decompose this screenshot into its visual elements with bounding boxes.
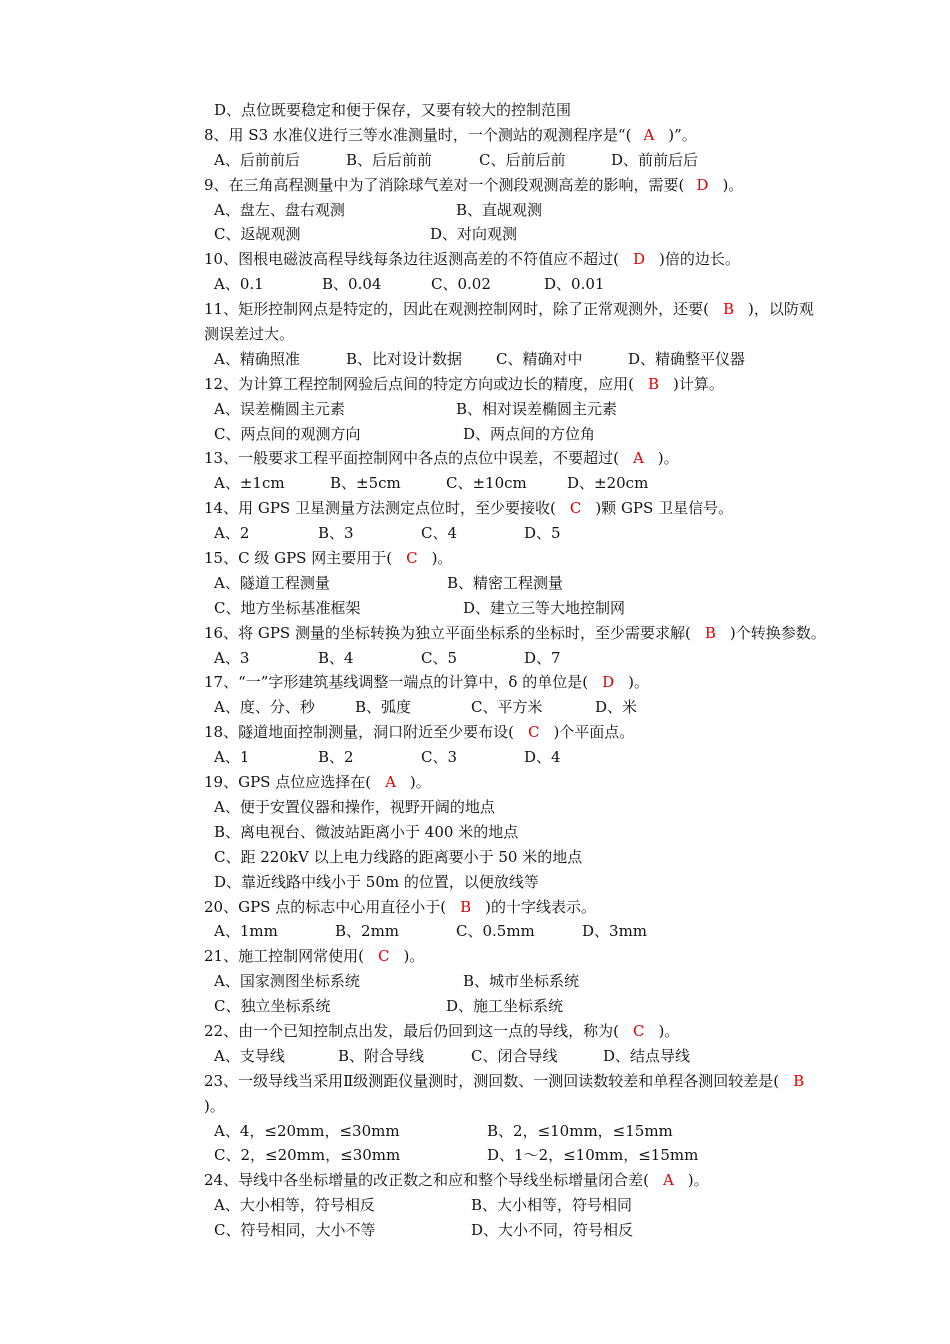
option-b: B、2，≤10mm，≤15mm bbox=[487, 1121, 673, 1140]
option-c: C、地方坐标基准框架 bbox=[214, 598, 361, 617]
options-line bbox=[0, 198, 950, 223]
options-line bbox=[0, 397, 950, 422]
option-d: D、对向观测 bbox=[430, 225, 518, 244]
options-line bbox=[0, 1143, 950, 1168]
option-b: B、0.04 bbox=[322, 275, 382, 294]
option-c: C、2，≤20mm，≤30mm bbox=[214, 1146, 401, 1165]
continuation-line bbox=[0, 322, 950, 347]
option-b: B、附合导线 bbox=[338, 1046, 425, 1065]
option-a: A、大小相等，符号相反 bbox=[214, 1196, 375, 1215]
options-line bbox=[0, 1119, 950, 1144]
option-d: D、1～2，≤10mm，≤15mm bbox=[487, 1146, 699, 1165]
option-b: B、大小相等，符号相同 bbox=[471, 1196, 633, 1215]
question-text: 15、C 级 GPS 网主要用于( C )。 bbox=[204, 549, 453, 568]
question-18 bbox=[0, 720, 950, 745]
options-line bbox=[0, 845, 950, 870]
options-line bbox=[0, 820, 950, 845]
option-b: B、精密工程测量 bbox=[447, 573, 564, 592]
answer-mark: C bbox=[527, 723, 540, 742]
option-c: C、0.5mm bbox=[456, 922, 535, 941]
option-a: A、误差椭圆主元素 bbox=[214, 399, 345, 418]
option-d: D、4 bbox=[524, 748, 561, 767]
options-line bbox=[0, 870, 950, 895]
question-12 bbox=[0, 372, 950, 397]
option-line bbox=[0, 98, 950, 123]
option-d: D、精确整平仪器 bbox=[628, 349, 746, 368]
answer-mark: D bbox=[602, 673, 615, 692]
answer-mark: C bbox=[632, 1021, 645, 1040]
option-a: A、4，≤20mm，≤30mm bbox=[214, 1121, 400, 1140]
option-c: C、两点间的观测方向 bbox=[214, 424, 361, 443]
option-b: B、2mm bbox=[335, 922, 400, 941]
options-line bbox=[0, 347, 950, 372]
option-c: C、返觇观测 bbox=[214, 225, 301, 244]
option-d: D、两点间的方位角 bbox=[463, 424, 596, 443]
question-23 bbox=[0, 1069, 950, 1094]
option-a: A、后前前后 bbox=[214, 150, 300, 169]
answer-mark: B bbox=[793, 1071, 805, 1090]
question-text: 9、在三角高程测量中为了消除球气差对一个测段观测高差的影响，需要( D )。 bbox=[204, 175, 744, 194]
question-13 bbox=[0, 446, 950, 471]
options-line bbox=[0, 1044, 950, 1069]
option-d: D、7 bbox=[524, 648, 561, 667]
option-b: B、直觇观测 bbox=[456, 200, 543, 219]
answer-mark: D bbox=[696, 175, 709, 194]
option-d: D、米 bbox=[595, 698, 638, 717]
question-8 bbox=[0, 123, 950, 148]
options-line bbox=[0, 919, 950, 944]
option-d: D、靠近线路中线小于 50m 的位置，以便放线等 bbox=[214, 872, 539, 891]
options-line bbox=[0, 571, 950, 596]
option-c: C、距 220kV 以上电力线路的距离要小于 50 米的地点 bbox=[214, 847, 583, 866]
question-text: 10、图根电磁波高程导线每条边往返测高差的不符值应不超过( D )倍的边长。 bbox=[204, 250, 740, 269]
question-text: 12、为计算工程控制网验后点间的特定方向或边长的精度，应用( B )计算。 bbox=[204, 374, 724, 393]
option-b: B、城市坐标系统 bbox=[463, 972, 580, 991]
option-b: B、弧度 bbox=[355, 698, 412, 717]
answer-mark: A bbox=[662, 1171, 674, 1190]
answer-mark: C bbox=[377, 947, 390, 966]
option-a: A、2 bbox=[214, 524, 250, 543]
question-21 bbox=[0, 944, 950, 969]
question-text: 17、“一”字形建筑基线调整一端点的计算中，δ 的单位是( D )。 bbox=[204, 673, 649, 692]
question-text: 22、由一个已知控制点出发，最后仍回到这一点的导线，称为( C )。 bbox=[204, 1021, 680, 1040]
option-b: B、离电视台、微波站距离小于 400 米的地点 bbox=[214, 822, 519, 841]
question-14 bbox=[0, 496, 950, 521]
question-text: 14、用 GPS 卫星测量方法测定点位时，至少要接收( C )颗 GPS 卫星信号。 bbox=[204, 499, 734, 518]
answer-mark: A bbox=[643, 125, 655, 144]
option-b: B、后后前前 bbox=[346, 150, 433, 169]
option-a: A、便于安置仪器和操作，视野开阔的地点 bbox=[214, 797, 495, 816]
option-c: C、3 bbox=[421, 748, 458, 767]
options-line bbox=[0, 994, 950, 1019]
option-d: D、3mm bbox=[582, 922, 648, 941]
option-c: C、精确对中 bbox=[496, 349, 583, 368]
option-c: C、符号相同，大小不等 bbox=[214, 1221, 376, 1240]
option-c: C、±10cm bbox=[446, 474, 527, 493]
question-continuation: 测误差过大。 bbox=[204, 325, 295, 344]
option-c: C、后前后前 bbox=[479, 150, 566, 169]
option-b: B、3 bbox=[318, 524, 354, 543]
question-20 bbox=[0, 895, 950, 920]
option-c: C、闭合导线 bbox=[471, 1046, 558, 1065]
option-c: C、0.02 bbox=[431, 275, 491, 294]
answer-mark: B bbox=[704, 623, 716, 642]
options-line bbox=[0, 745, 950, 770]
option-a: A、度、分、秒 bbox=[214, 698, 315, 717]
question-text: 8、用 S3 水准仪进行三等水准测量时，一个测站的观测程序是“( A )”。 bbox=[204, 125, 697, 144]
option-d: D、结点导线 bbox=[603, 1046, 691, 1065]
options-line bbox=[0, 272, 950, 297]
question-text: 24、导线中各坐标增量的改正数之和应和整个导线坐标增量闭合差( A )。 bbox=[204, 1171, 709, 1190]
option-a: A、1mm bbox=[214, 922, 278, 941]
options-line bbox=[0, 1218, 950, 1243]
question-text: 23、一级导线当采用Ⅱ级测距仪量测时，测回数、一测回读数较差和单程各测回较差是( B bbox=[204, 1071, 805, 1090]
option-c: C、4 bbox=[421, 524, 458, 543]
option-a: A、0.1 bbox=[214, 275, 264, 294]
option-c: C、独立坐标系统 bbox=[214, 997, 331, 1016]
option-d: D、0.01 bbox=[544, 275, 605, 294]
question-9 bbox=[0, 173, 950, 198]
question-22 bbox=[0, 1019, 950, 1044]
continuation-line bbox=[0, 1094, 950, 1119]
option-b: B、±5cm bbox=[330, 474, 401, 493]
question-text: 19、GPS 点位应选择在( A )。 bbox=[204, 773, 431, 792]
option-d: D、施工坐标系统 bbox=[446, 997, 564, 1016]
option-d: D、前前后后 bbox=[611, 150, 699, 169]
options-line bbox=[0, 521, 950, 546]
options-line bbox=[0, 148, 950, 173]
question-24 bbox=[0, 1168, 950, 1193]
options-line bbox=[0, 646, 950, 671]
option-d: D、大小不同，符号相反 bbox=[471, 1221, 634, 1240]
answer-mark: C bbox=[569, 499, 582, 518]
option-b: B、相对误差椭圆主元素 bbox=[456, 399, 618, 418]
answer-mark: B bbox=[647, 374, 659, 393]
document-page bbox=[0, 98, 950, 1243]
option-b: B、2 bbox=[318, 748, 354, 767]
question-text: 11、矩形控制网点是特定的，因此在观测控制网时，除了正常观测外，还要( B )，以防观 bbox=[204, 300, 814, 319]
question-17 bbox=[0, 670, 950, 695]
option-b: B、4 bbox=[318, 648, 354, 667]
answer-mark: A bbox=[385, 773, 396, 792]
options-line bbox=[0, 471, 950, 496]
question-text: 21、施工控制网常使用( C )。 bbox=[204, 947, 425, 966]
question-10 bbox=[0, 247, 950, 272]
option-a: A、盘左、盘右观测 bbox=[214, 200, 345, 219]
question-16 bbox=[0, 621, 950, 646]
question-text: 13、一般要求工程平面控制网中各点的点位中误差，不要超过( A )。 bbox=[204, 449, 679, 468]
option-a: A、精确照准 bbox=[214, 349, 300, 368]
question-19 bbox=[0, 770, 950, 795]
answer-mark: A bbox=[632, 449, 644, 468]
question-continuation: )。 bbox=[204, 1096, 225, 1115]
options-line bbox=[0, 1193, 950, 1218]
options-line bbox=[0, 795, 950, 820]
option-a: A、支导线 bbox=[214, 1046, 285, 1065]
option-d: D、±20cm bbox=[567, 474, 649, 493]
option-d: D、点位既要稳定和便于保存，又要有较大的控制范围 bbox=[214, 101, 572, 119]
options-line bbox=[0, 695, 950, 720]
option-d: D、5 bbox=[524, 524, 561, 543]
option-a: A、±1cm bbox=[214, 474, 285, 493]
option-a: A、3 bbox=[214, 648, 250, 667]
option-c: C、5 bbox=[421, 648, 458, 667]
option-a: A、国家测图坐标系统 bbox=[214, 972, 360, 991]
answer-mark: B bbox=[460, 897, 472, 916]
question-text: 20、GPS 点的标志中心用直径小于( B )的十字线表示。 bbox=[204, 897, 596, 916]
options-line bbox=[0, 422, 950, 447]
question-text: 18、隧道地面控制测量，洞口附近至少要布设( C )个平面点。 bbox=[204, 723, 635, 742]
option-a: A、1 bbox=[214, 748, 250, 767]
answer-mark: D bbox=[632, 250, 645, 269]
question-text: 16、将 GPS 测量的坐标转换为独立平面坐标系的坐标时，至少需要求解( B )个转换参数。 bbox=[204, 623, 826, 642]
options-line bbox=[0, 222, 950, 247]
question-11 bbox=[0, 297, 950, 322]
option-c: C、平方米 bbox=[471, 698, 543, 717]
options-line bbox=[0, 596, 950, 621]
options-line bbox=[0, 969, 950, 994]
option-a: A、隧道工程测量 bbox=[214, 573, 330, 592]
option-d: D、建立三等大地控制网 bbox=[463, 598, 626, 617]
option-b: B、比对设计数据 bbox=[346, 349, 463, 368]
question-15 bbox=[0, 546, 950, 571]
answer-mark: B bbox=[722, 300, 734, 319]
answer-mark: C bbox=[406, 549, 418, 568]
